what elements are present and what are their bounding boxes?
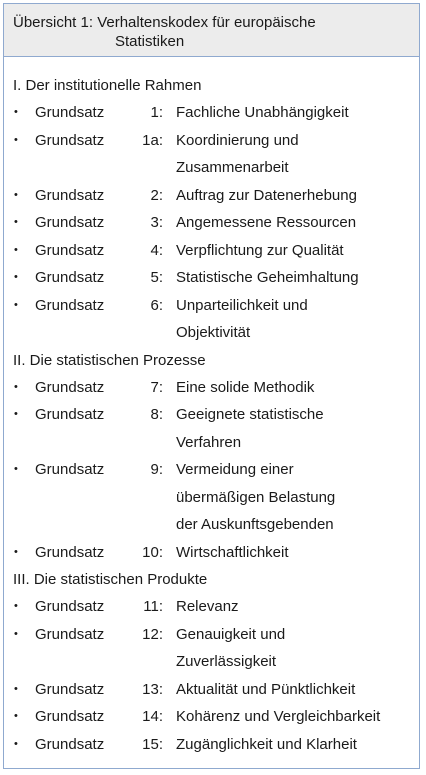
principle-number: 11:	[143, 598, 163, 615]
principle-title	[176, 99, 419, 127]
principle-title	[176, 127, 419, 182]
bullet-icon: •	[14, 216, 18, 228]
bullet-icon: •	[14, 188, 18, 201]
principle-number: 7:	[150, 378, 163, 396]
principle-item	[13, 99, 419, 127]
principle-title	[176, 539, 419, 567]
principle-number: 12:	[142, 625, 163, 643]
principle-item	[13, 456, 419, 539]
principle-label: Grundsatz	[35, 625, 105, 643]
principle-title	[176, 731, 419, 759]
principle-item	[13, 539, 419, 567]
principles-list	[4, 57, 419, 758]
principle-title	[176, 593, 419, 621]
bullet-icon: •	[14, 600, 18, 612]
bullet-icon: •	[14, 710, 18, 722]
section-heading: I. Der institutionelle Rahmen	[13, 77, 202, 94]
principle-title	[176, 676, 419, 704]
principle-label: Grundsatz	[35, 708, 105, 725]
principle-title	[176, 237, 419, 265]
principle-item	[13, 182, 419, 210]
principle-label: Grundsatz	[35, 241, 105, 259]
bullet-icon: •	[14, 682, 18, 695]
principle-title-line: Auftrag zur Datenerhebung	[176, 186, 357, 204]
principle-item	[13, 264, 419, 292]
principle-item	[13, 237, 419, 265]
principle-title-line: Zusammenarbeit	[176, 159, 289, 176]
principle-number: 2:	[150, 186, 163, 204]
principle-title-line: Relevanz	[176, 598, 239, 615]
principle-label: Grundsatz	[35, 269, 105, 286]
principle-title-line: Unparteilichkeit und	[176, 296, 308, 314]
principle-number: 15:	[142, 735, 163, 753]
principle-title	[176, 292, 419, 347]
principle-label: Grundsatz	[35, 131, 105, 149]
principle-item	[13, 127, 419, 182]
principle-number: 8:	[150, 406, 163, 423]
section-heading: III. Die statistischen Produkte	[13, 571, 208, 588]
principle-title-line: der Auskunftsgebenden	[176, 516, 334, 533]
header-title-line1: Übersicht 1: Verhaltenskodex für europäische	[13, 14, 316, 31]
principle-label: Grundsatz	[35, 296, 105, 314]
principle-item	[13, 731, 419, 759]
principle-number: 10:	[142, 543, 163, 561]
principle-item	[13, 374, 419, 402]
principle-item	[13, 292, 419, 347]
principle-title-line: übermäßigen Belastung	[176, 488, 336, 506]
principle-title-line: Fachliche Unabhängigkeit	[176, 104, 349, 121]
principle-title-line: Koordinierung und	[176, 131, 299, 149]
principle-title-line: Eine solide Methodik	[176, 378, 315, 396]
bullet-icon: •	[14, 106, 18, 118]
bullet-icon: •	[14, 271, 18, 283]
principle-title	[176, 209, 419, 237]
principle-title-line: Statistische Geheimhaltung	[176, 269, 359, 286]
principle-item	[13, 676, 419, 704]
principle-label: Grundsatz	[35, 378, 105, 396]
principle-number: 13:	[142, 680, 163, 698]
principle-label: Grundsatz	[35, 186, 105, 204]
principle-label: Grundsatz	[35, 735, 105, 753]
principle-title	[176, 456, 419, 539]
bullet-icon: •	[14, 737, 18, 750]
bullet-icon: •	[14, 298, 18, 311]
bullet-icon: •	[14, 463, 18, 475]
bullet-icon: •	[14, 545, 18, 558]
header-title-line2: Statistiken	[115, 33, 185, 50]
principle-number: 4:	[150, 241, 163, 259]
principle-label: Grundsatz	[35, 104, 105, 121]
principle-item	[13, 621, 419, 676]
principle-label: Grundsatz	[35, 214, 105, 231]
principle-title-line: Angemessene Ressourcen	[176, 214, 357, 231]
principle-title-line: Wirtschaftlichkeit	[176, 543, 289, 561]
principle-title-line: Zuverlässigkeit	[176, 653, 277, 670]
principle-number: 3:	[150, 214, 163, 231]
box-header	[4, 4, 419, 57]
principle-number: 14:	[142, 708, 163, 725]
principle-title	[176, 703, 419, 731]
bullet-icon: •	[14, 243, 18, 256]
principle-title-line: Zugänglichkeit und Klarheit	[176, 735, 357, 753]
principle-title	[176, 182, 419, 210]
principle-title-line: Verfahren	[176, 433, 242, 451]
principle-label: Grundsatz	[35, 461, 105, 478]
principle-title-line: Aktualität und Pünktlichkeit	[176, 680, 356, 698]
principle-title-line: Geeignete statistische	[176, 406, 324, 423]
principle-number: 5:	[150, 269, 163, 286]
bullet-icon: •	[14, 133, 18, 146]
principle-number: 6:	[150, 296, 163, 314]
principle-title-line: Kohärenz und Vergleichbarkeit	[176, 708, 381, 725]
principle-label: Grundsatz	[35, 598, 105, 615]
principle-item	[13, 593, 419, 621]
bullet-icon: •	[14, 380, 18, 393]
principle-label: Grundsatz	[35, 543, 105, 561]
principle-title	[176, 374, 419, 402]
principle-number: 9:	[150, 461, 163, 478]
bullet-icon: •	[14, 627, 18, 640]
principle-title	[176, 621, 419, 676]
principle-title-line: Verpflichtung zur Qualität	[176, 241, 344, 259]
principle-title-line: Genauigkeit und	[176, 625, 286, 643]
principle-title	[176, 264, 419, 292]
principle-item	[13, 703, 419, 731]
section-heading: II. Die statistischen Prozesse	[13, 351, 206, 369]
principle-item	[13, 209, 419, 237]
principle-title	[176, 401, 419, 456]
principle-number: 1:	[150, 104, 163, 121]
principle-item	[13, 401, 419, 456]
principle-title-line: Vermeidung einer	[176, 461, 294, 478]
principle-title-line: Objektivität	[176, 324, 251, 341]
overview-box	[3, 3, 420, 769]
principle-label: Grundsatz	[35, 406, 105, 423]
principle-label: Grundsatz	[35, 680, 105, 698]
principle-number: 1a:	[142, 131, 163, 149]
bullet-icon: •	[14, 408, 18, 420]
